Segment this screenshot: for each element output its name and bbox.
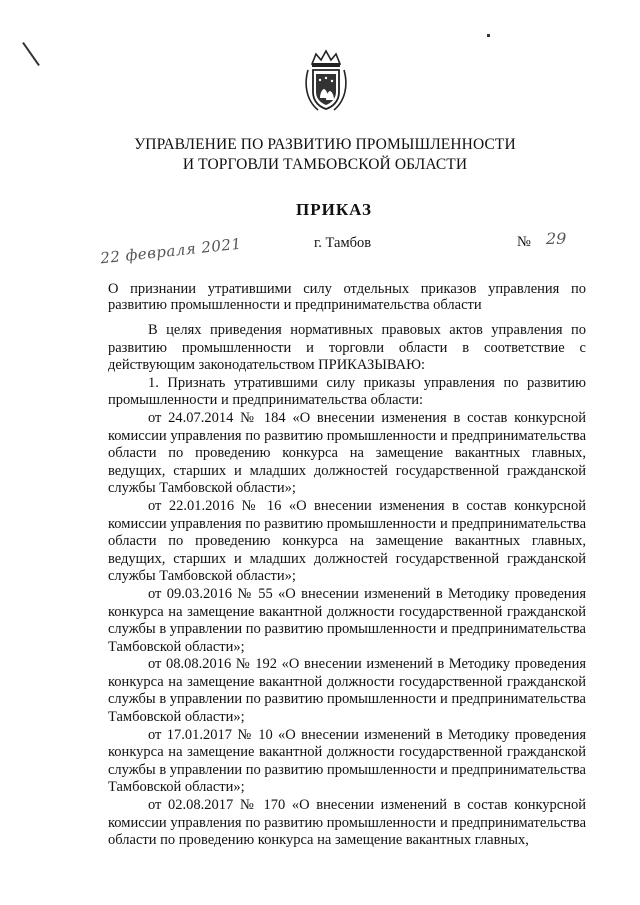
- scan-mark: [487, 34, 490, 37]
- document-subject: О признании утратившими силу отдельных приказов управления по развитию промышленности и предпринимательства области: [108, 281, 586, 313]
- preamble: В целях приведения нормативных правовых актов управления по развитию промышленности и торговли области в соответствие с действующим законодательством ПРИКАЗЫВАЮ:: [108, 322, 586, 374]
- order-entry: от 08.08.2016 № 192 «О внесении изменений в Методику проведения конкурса на замещение вакантной должности государственной гражданской службы в управлении по развитию промышленности и предпринимательства Тамбовской области»;: [108, 656, 586, 726]
- order-entry: от 17.01.2017 № 10 «О внесении изменений в Методику проведения конкурса на замещение вакантной должности государственной гражданской службы в управлении по развитию промышленности и предпринимательства Тамбовской области»;: [108, 726, 586, 796]
- coat-of-arms-icon: [304, 48, 348, 116]
- order-entry: от 09.03.2016 № 55 «О внесении изменений в Методику проведения конкурса на замещение вакантной должности государственной гражданской службы в управлении по развитию промышленности и предпринимательства Тамбовской области»;: [108, 585, 586, 655]
- org-line-2: И ТОРГОВЛИ ТАМБОВСКОЙ ОБЛАСТИ: [182, 156, 468, 173]
- scan-mark: [22, 42, 40, 66]
- document-body: [108, 322, 586, 850]
- number-label: №: [517, 234, 531, 250]
- handwritten-date: 22 февраля 2021: [99, 234, 243, 268]
- organization-name: [110, 135, 540, 175]
- item-1: 1. Признать утратившими силу приказы управления по развитию промышленности и предпринимательства области:: [108, 374, 586, 409]
- document-type: ПРИКАЗ: [296, 200, 372, 219]
- handwritten-number: 29: [546, 229, 567, 248]
- order-entry: от 02.08.2017 № 170 «О внесении изменений в состав конкурсной комиссии управления по развитию промышленности и предпринимательства области по проведению конкурса на замещение вакантных главных,: [108, 797, 586, 849]
- org-line-1: УПРАВЛЕНИЕ ПО РАЗВИТИЮ ПРОМЫШЛЕННОСТИ: [134, 136, 516, 153]
- order-entry: от 24.07.2014 № 184 «О внесении изменения в состав конкурсной комиссии управления по развитию промышленности и предпринимательства области по проведению конкурса на замещение вакантных главных, ведущих, старших и младших должностей государственной гражданской службы Тамбовской области»;: [108, 409, 586, 497]
- city: г. Тамбов: [314, 235, 372, 251]
- order-entry: от 22.01.2016 № 16 «О внесении изменения в состав конкурсной комиссии управления по развитию промышленности и предпринимательства области по проведению конкурса на замещение вакантных главных, ведущих, старших и младших должностей государственной гражданской службы Тамбовской области»;: [108, 497, 586, 585]
